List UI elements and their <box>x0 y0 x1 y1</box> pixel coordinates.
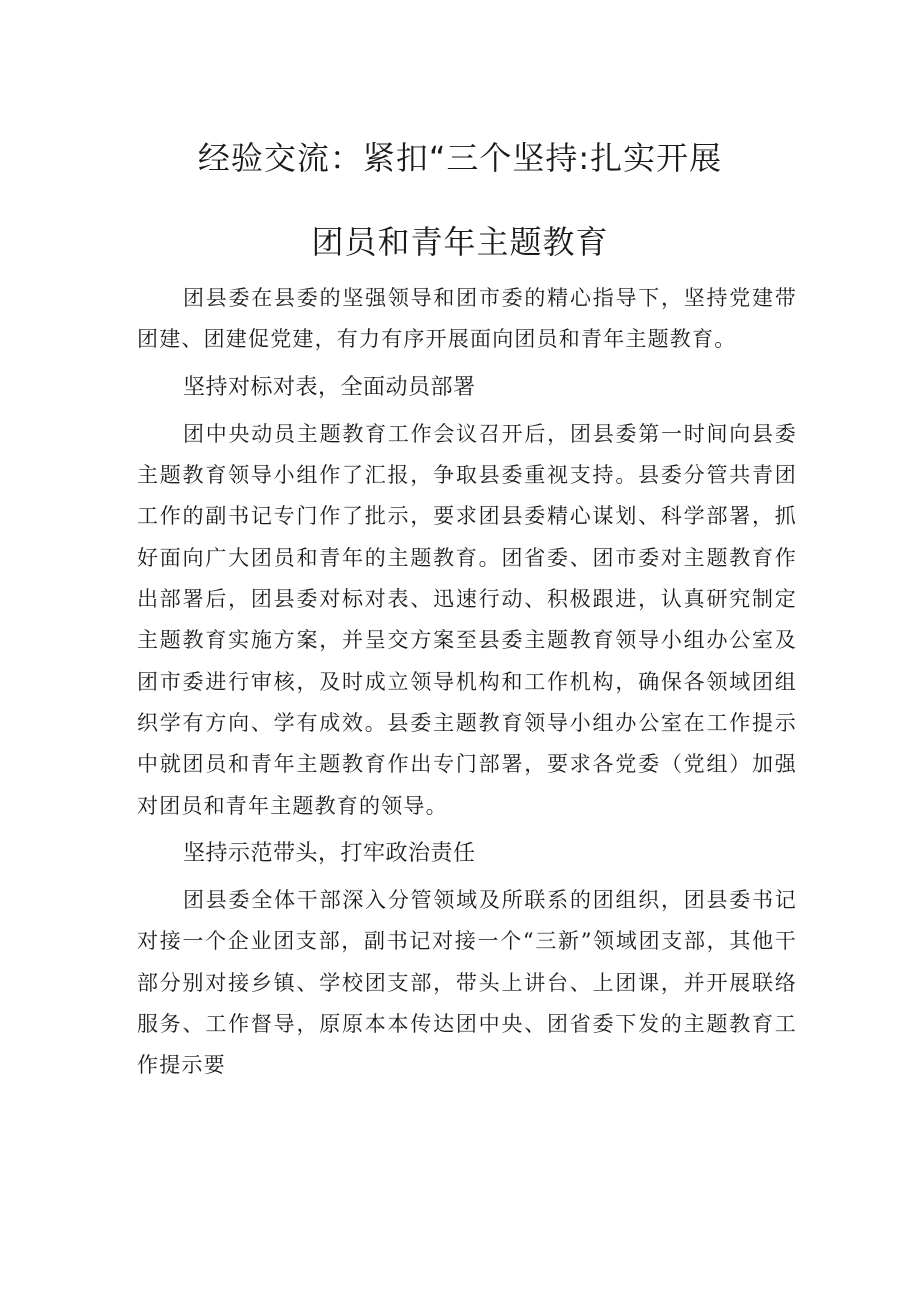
section-1-heading: 坚持对标对表，全面动员部署 <box>183 374 476 400</box>
section-2-paragraph: 团县委全体干部深入分管领域及所联系的团组织，团县委书记对接一个企业团支部，副书记对接一个“三新”领域团支部，其他干部分别对接乡镇、学校团支部，带头上讲台、上团课，并开展联络服务、工作督导，原原本本传达团中央、团省委下发的主题教育工作提示要 <box>137 888 797 1078</box>
section-2-heading: 坚持示范带头，打牢政治责任 <box>183 840 476 866</box>
document-title-line-2: 团员和青年主题教育 <box>311 223 609 261</box>
intro-paragraph: 团县委在县委的坚强领导和团市委的精心指导下，坚持党建带团建、团建促党建，有力有序开展面向团员和青年主题教育。 <box>137 286 797 352</box>
section-1-paragraph: 团中央动员主题教育工作会议召开后，团县委第一时间向县委主题教育领导小组作了汇报，争取县委重视支持。县委分管共青团工作的副书记专门作了批示，要求团县委精心谋划、科学部署，抓好面向广大团员和青年的主题教育。团省委、团市委对主题教育作出部署后，团县委对标对表、迅速行动、积极跟进，认真研究制定主题教育实施方案，并呈交方案至县委主题教育领导小组办公室及团市委进行审核，及时成立领导机构和工作机构，确保各领域团组织学有方向、学有成效。县委主题教育领导小组办公室在工作提示中就团员和青年主题教育作出专门部署，要求各党委（党组）加强对团员和青年主题教育的领导。 <box>137 421 797 818</box>
document-body <box>137 278 797 1087</box>
document-title-line-1: 经验交流：紧扣“三个坚持:扎实开展 <box>197 139 723 177</box>
